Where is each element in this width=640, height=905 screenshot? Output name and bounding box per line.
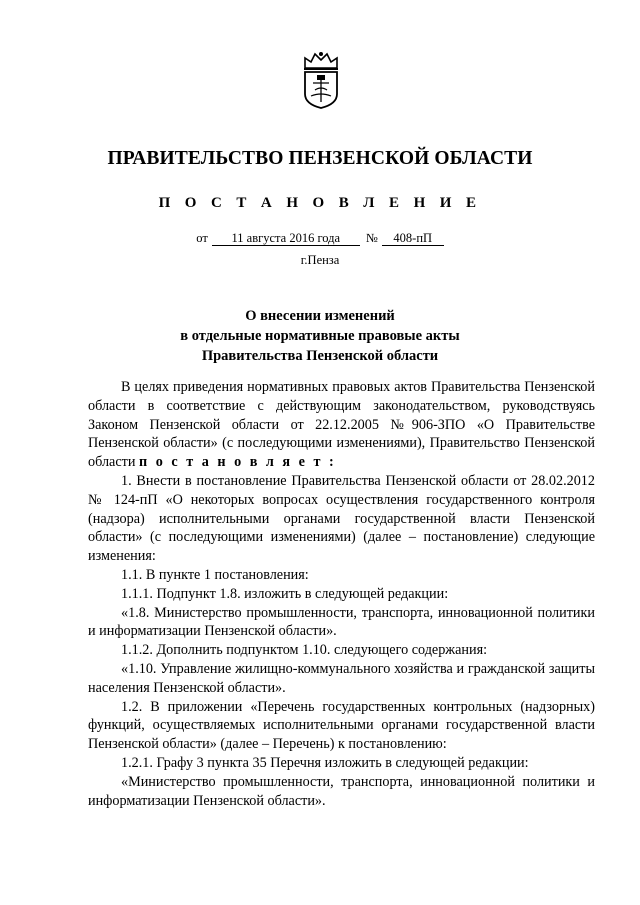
document-body xyxy=(88,378,595,810)
date-prefix: от xyxy=(196,231,208,245)
clause-1-2: 1.2. В приложении «Перечень государственных контрольных (надзорных) функций, осуществляемых исполнительными органами государственной власти Пензенской области» (далее – Перечень) к постановлению: xyxy=(88,698,595,753)
clause-1-1-1-text: «1.8. Министерство промышленности, транспорта, инновационной политики и информатизации Пензенской области». xyxy=(88,604,595,640)
number-prefix: № xyxy=(365,231,378,245)
date-number-line xyxy=(0,231,640,246)
clause-1-1: 1.1. В пункте 1 постановления: xyxy=(121,566,309,583)
clause-1-1-2-text: «1.10. Управление жилищно-коммунального хозяйства и гражданской защиты населения Пензенской области». xyxy=(88,660,595,696)
subject-line: Правительства Пензенской области xyxy=(201,348,439,364)
clause-1-2-1: 1.2.1. Графу 3 пункта 35 Перечня изложить в следующей редакции: xyxy=(121,754,529,771)
subject-line: в отдельные нормативные правовые акты xyxy=(180,328,460,344)
government-title: ПРАВИТЕЛЬСТВО ПЕНЗЕНСКОЙ ОБЛАСТИ xyxy=(107,148,533,169)
penza-coat-of-arms-icon xyxy=(296,50,346,110)
intro-text: В целях приведения нормативных правовых актов Правительства Пензенской области в соответствие с действующим законодательством, руководствуясь Законом Пензенской области от 22.12.2005 №906-ЗПО «О Правительстве Пензенской области» (с последующими изменениями), Правительство Пензенской области xyxy=(88,379,595,471)
clause-1-1-2: 1.1.2. Дополнить подпунктом 1.10. следующего содержания: xyxy=(121,642,488,659)
document-subject xyxy=(0,306,640,366)
intro-paragraph xyxy=(88,378,595,472)
clause-1-1-1: 1.1.1. Подпункт 1.8. изложить в следующей редакции: xyxy=(121,585,449,602)
clause-1-2-1-text: «Министерство промышленности, транспорта, инновационной политики и информатизации Пензенской области». xyxy=(88,773,595,809)
document-date: 11 августа 2016 года xyxy=(212,231,360,246)
document-type-heading: П О С Т А Н О В Л Е Н И Е xyxy=(158,195,482,211)
decree-word: п о с т а н о в л я е т : xyxy=(138,454,337,471)
city-name: г.Пенза xyxy=(300,253,340,267)
clause-1: 1. Внести в постановление Правительства Пензенской области от 28.02.2012 № 124-пП «О некоторых вопросах осуществления государственного контроля (надзора) исполнительными органами государственной власти Пензенской области» (с последующими изменениями) (далее – постановление) следующие изменения: xyxy=(88,472,595,565)
subject-line: О внесении изменений xyxy=(245,308,395,324)
document-number: 408-пП xyxy=(382,231,444,246)
